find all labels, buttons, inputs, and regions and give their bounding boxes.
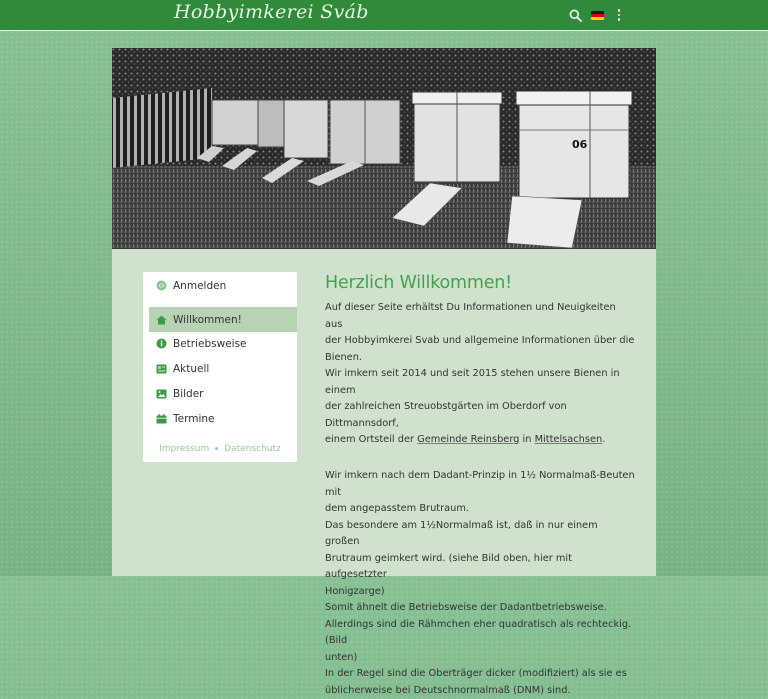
text-line: dem angepasstem Brutraum. [325, 503, 470, 514]
text-line: der zahlreichen Streuobstgärten im Oberdorf von Dittmannsdorf, [325, 401, 567, 429]
sidebar-item-label: Willkommen! [173, 313, 242, 326]
svg-text:06: 06 [572, 138, 588, 151]
datenschutz-link[interactable]: Datenschutz [224, 444, 281, 454]
content-panel [112, 249, 656, 696]
text-line: einem Ortsteil der [325, 434, 418, 445]
text-line: Bienen. [325, 351, 363, 363]
text-line: Wir imkern seit 2014 und seit 2015 stehen unsere Bienen in einem [325, 368, 620, 396]
text-line: Das besondere am 1½Normalmaß ist, daß in nur einem großen [325, 519, 598, 547]
search-button[interactable] [568, 7, 582, 23]
text-line: Auf dieser Seite erhältst Du Informationen und Neuigkeiten aus [325, 302, 616, 330]
mittelsachsen-link[interactable]: Mittelsachsen [534, 434, 603, 445]
sidebar-item-aktuell[interactable] [149, 356, 297, 381]
header-actions [568, 7, 626, 23]
search-icon [569, 9, 582, 22]
language-button[interactable] [590, 7, 604, 23]
sidebar-item-willkommen[interactable] [149, 307, 297, 332]
login-icon [155, 280, 167, 291]
sidebar-footer-links [143, 444, 297, 454]
sidebar-item-termine[interactable] [149, 406, 297, 431]
intro-paragraph [325, 300, 635, 449]
sidebar-item-label: Aktuell [173, 362, 210, 375]
hero-image [112, 48, 656, 249]
text-line: Allerdings sind die Rähmchen eher quadratisch als rechteckig. (Bild [325, 618, 632, 646]
text-line: Honigzarge) [325, 585, 385, 597]
sidebar-item-bilder[interactable] [149, 381, 297, 406]
site-logo-title[interactable]: Hobbyimkerei Sváb [174, 1, 369, 23]
sidebar-item-betriebsweise[interactable] [149, 331, 297, 356]
image-icon [155, 389, 167, 399]
sidebar-item-label: Termine [173, 412, 215, 425]
flag-de-icon [591, 11, 604, 20]
sidebar-nav [143, 272, 297, 462]
home-icon [155, 315, 167, 325]
login-label: Anmelden [173, 279, 227, 292]
text-line: Somit ähnelt die Betriebsweise der Dadantbetriebsweise. [325, 602, 607, 613]
more-menu-button[interactable] [612, 7, 626, 23]
text-line: unten) [325, 651, 358, 663]
news-icon [155, 364, 167, 374]
text-line: In der Regel sind die Oberträger dicker (modifiziert) als sie es [325, 668, 627, 679]
sidebar-item-label: Bilder [173, 387, 204, 400]
sidebar-item-label: Betriebsweise [173, 337, 247, 350]
text-line: Wir imkern nach dem Dadant-Prinzip in 1½ Normalmaß-Beuten mit [325, 470, 635, 498]
gemeinde-reinsberg-link[interactable]: Gemeinde Reinsberg [417, 434, 520, 445]
more-vert-icon [618, 9, 621, 21]
impressum-link[interactable]: Impressum [159, 444, 210, 454]
top-app-bar [0, 0, 768, 31]
info-icon [155, 338, 167, 349]
dadant-paragraph [325, 468, 635, 699]
separator-dot [215, 447, 218, 450]
page-title: Herzlich Willkommen! [325, 273, 512, 293]
calendar-icon [155, 414, 167, 424]
main-article [325, 273, 635, 699]
beehives-photo [112, 48, 656, 249]
text-line: Brutraum geimkert wird. (siehe Bild oben, hier mit aufgesetzter [325, 552, 572, 580]
text-line: in [519, 434, 535, 445]
text-line: der Hobbyimkerei Svab und allgemeine Informationen über die [325, 335, 635, 346]
login-link[interactable] [149, 273, 297, 298]
text-line: üblicherweise bei Deutschnormalmaß (DNM) sind. [325, 684, 571, 696]
text-line: . [602, 434, 606, 445]
